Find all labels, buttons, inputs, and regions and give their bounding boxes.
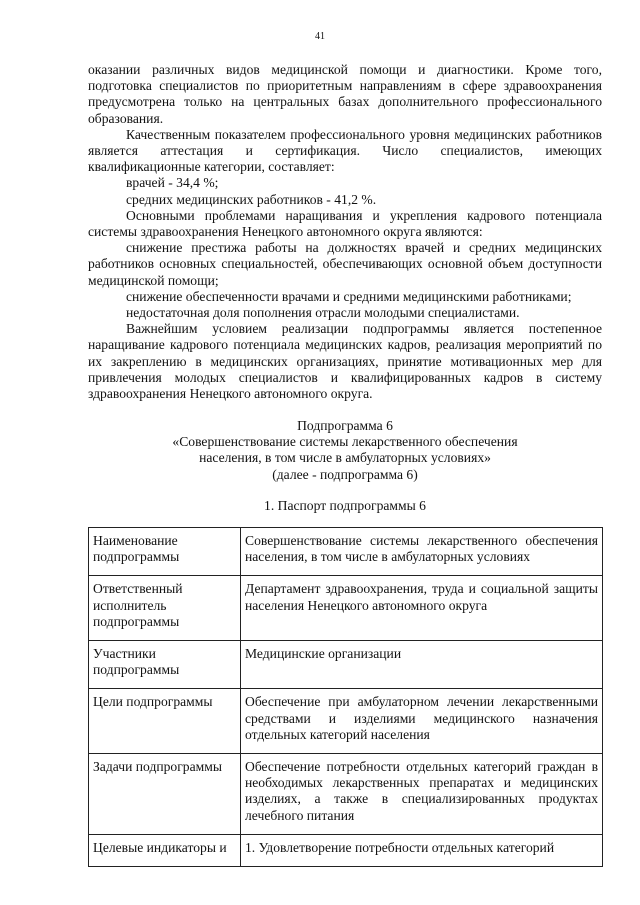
body-text — [88, 62, 602, 402]
subprogram-title: Подпрограмма 6 — [297, 418, 393, 433]
row-value: Совершенствование системы лекарственного обеспечения населения, в том числе в амбулаторных условиях — [241, 528, 603, 576]
subprogram-abbreviation: (далее - подпрограмма 6) — [272, 466, 418, 482]
row-label: Задачи подпрограммы — [89, 754, 241, 835]
table-row — [89, 528, 603, 576]
table-row — [89, 576, 603, 641]
table-row — [89, 689, 603, 754]
row-label: Ответственный исполнитель подпрограммы — [89, 576, 241, 641]
subprogram-name-line: «Совершенствование системы лекарственного обеспечения — [172, 434, 518, 450]
list-item: снижение обеспеченности врачами и средними медицинскими работниками; — [126, 288, 572, 304]
subprogram-heading — [88, 418, 602, 514]
passport-title: 1. Паспорт подпрограммы 6 — [264, 497, 426, 513]
list-item: средних медицинских работников - 41,2 %. — [126, 191, 377, 207]
row-value: 1. Удовлетворение потребности отдельных категорий — [241, 834, 603, 866]
table-row — [89, 641, 603, 689]
list-item: недостаточная доля пополнения отрасли молодыми специалистами. — [126, 305, 520, 321]
paragraph: оказании различных видов медицинской помощи и диагностики. Кроме того, подготовка специалистов по приоритетным направлениям в сфере здравоохранения предусмотрена только на центральных базах дополнительного профессионального образования. — [88, 62, 602, 126]
subprogram-name-line: населения, в том числе в амбулаторных условиях» — [199, 450, 491, 466]
row-label: Наименование подпрограммы — [89, 528, 241, 576]
row-value: Медицинские организации — [241, 641, 603, 689]
passport-table — [88, 527, 603, 867]
paragraph: Основными проблемами наращивания и укрепления кадрового потенциала системы здравоохранения Ненецкого автономного округа являются: — [88, 207, 602, 240]
table-row — [89, 834, 603, 866]
paragraph: Важнейшим условием реализации подпрограммы является постепенное наращивание кадрового потенциала медицинских кадров, реализация мероприятий по их закреплению в медицинских организациях, принятие мотивационных мер для привлечения молодых специалистов и квалифицированных кадров в систему здравоохранения Ненецкого автономного округа. — [88, 321, 602, 402]
row-value: Обеспечение потребности отдельных категорий граждан в необходимых лекарственных препаратах и медицинских изделиях, а также в специализированных продуктах лечебного питания — [241, 754, 603, 835]
row-label: Участники подпрограммы — [89, 641, 241, 689]
row-value: Обеспечение при амбулаторном лечении лекарственными средствами и изделиями медицинского назначения отдельных категорий населения — [241, 689, 603, 754]
list-item: снижение престижа работы на должностях врачей и средних медицинских работников основных специальностей, обеспечивающих основной объем доступности медицинской помощи; — [88, 240, 602, 288]
table-row — [89, 754, 603, 835]
paragraph: Качественным показателем профессионального уровня медицинских работников является аттестация и сертификация. Число специалистов, имеющих квалификационные категории, составляет: — [88, 126, 602, 175]
page-number: 41 — [315, 31, 325, 42]
row-label: Целевые индикаторы и — [89, 834, 241, 866]
row-value: Департамент здравоохранения, труда и социальной защиты населения Ненецкого автономного округа — [241, 576, 603, 641]
row-label: Цели подпрограммы — [89, 689, 241, 754]
list-item: врачей - 34,4 %; — [126, 175, 219, 191]
